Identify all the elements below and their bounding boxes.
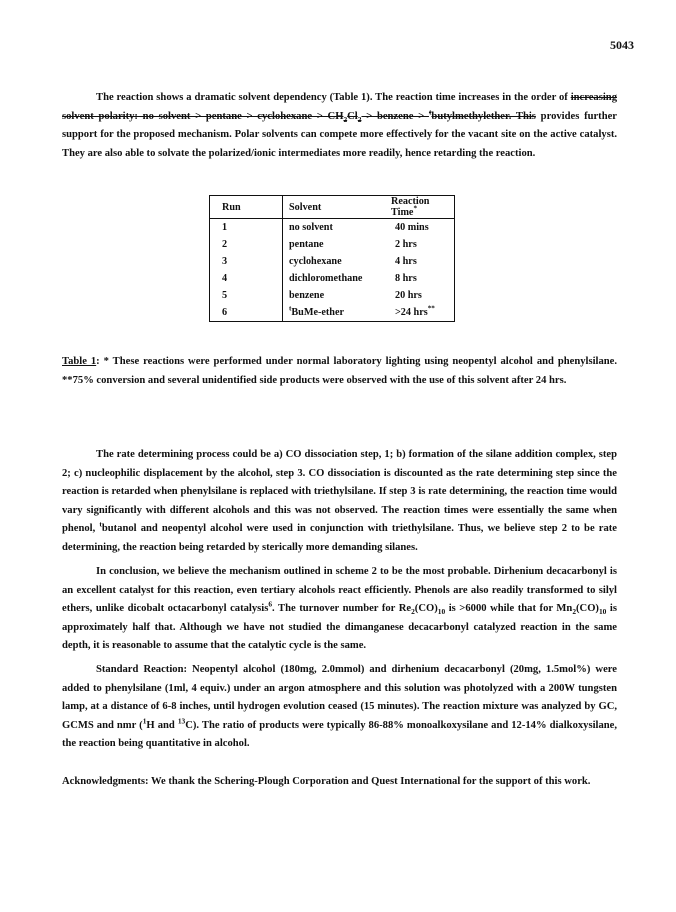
paragraph-conclusion: In conclusion, we believe the mechanism outlined in scheme 2 to be the most probable. Dirhenium decacarbonyl is an excellent catalyst for this reaction, even tertiary alcohols react efficiently. Phenols are also readily transformed to silyl ethers, unlike dicobalt octacarbonyl catalysis$^6$. The turnover number for $Re_2(CO)_{10}$ is >6000 while that for $Mn_2(CO)_{10}$ is approximately half that. Although we have not studied the dimanganese decacarbonyl catalyzed reaction in the same depth, it is reasonable to assume that the catalytic cycle is the same. <box>62 566 617 652</box>
table-row: 3 cyclohexane 4 hrs <box>210 253 455 270</box>
acknowledgments-label: Acknowledgments: <box>62 776 149 787</box>
table-row: 5 benzene 20 hrs <box>210 287 455 304</box>
table-row: 4 dichloromethane 8 hrs <box>210 270 455 287</box>
table-caption: Table 1: * These reactions were performed under normal laboratory lighting using neopentyl alcohol and phenylsilane. **75% conversion and several unidentified side products were observed with the use of this solvent after 24 hrs. <box>62 356 618 386</box>
struck-text: increasing solvent polarity: no solvent > pentane > cyclohexane > $CH_2Cl_2$ > benzene > $^t$butylmethylether. This <box>62 92 617 124</box>
paragraph-solvent-dependency: The reaction shows a dramatic solvent dependency (Table 1). The reaction time increases in the order of increasing solvent polarity: no solvent > pentane > cyclohexane > $CH_2Cl_2$ > benzene > $^t$butylmethylether. This provides further support for the proposed mechanism. Polar solvents can compete more effectively for the vacant site on the active catalyst. They are also able to solvate the polarized/ionic intermediates more readily, hence retarding the reaction. <box>62 92 618 159</box>
page-number: 5043 <box>610 38 634 52</box>
column-header-run: Run <box>210 196 283 219</box>
paragraph-acknowledgments: Acknowledgments: We thank the Schering-Plough Corporation and Quest International for the support of this work. <box>62 776 591 787</box>
paragraph-standard-reaction: Standard Reaction: Neopentyl alcohol (180mg, 2.0mmol) and dirhenium decacarbonyl (20mg, 1.5mol%) were added to phenylsilane (1ml, 4 equiv.) under an argon atmosphere and this solution was photolyzed with a 200W tungsten lamp, at a distance of 6-8 inches, until hydrogen evolution ceased (15 minutes). The reaction mixture was analyzed by GC, GCMS and nmr ($^1$H and $^{13}$C). The ratio of products were typically 86-88% monoalkoxysilane and 12-14% dialkoxysilane, the reaction being quantitative in alcohol. <box>62 664 618 750</box>
table-row: 2 pentane 2 hrs <box>210 236 455 253</box>
column-header-solvent: Solvent <box>283 196 390 219</box>
standard-reaction-label: Standard Reaction <box>96 664 184 675</box>
caption-label: Table 1 <box>62 356 97 367</box>
paragraph-rate-determining: The rate determining process could be a) CO dissociation step, 1; b) formation of the silane addition complex, step 2; c) nucleophilic displacement by the alcohol, step 3. CO dissociation is discounted as the rate determining step since the reaction is retarded when phenylsilane is replaced with triethylsilane. If step 3 is rate determining, the reaction time would vary significantly with different alcohols and this was not observed. The reaction times were essentially the same when phenol, $^t$butanol and neopentyl alcohol were used in conjunction with triethylsilane. Thus, we believe step 2 to be rate determining, the reaction being retarded by sterically more demanding silanes. <box>62 449 617 553</box>
table-header-row <box>210 196 455 219</box>
column-header-reaction-time: Reaction Time* <box>389 196 455 219</box>
solvent-table <box>209 195 455 322</box>
table-row: 1 no solvent 40 mins <box>210 219 455 237</box>
table-row: 6 $^t$BuMe-ether >24 hrs** <box>210 304 455 322</box>
